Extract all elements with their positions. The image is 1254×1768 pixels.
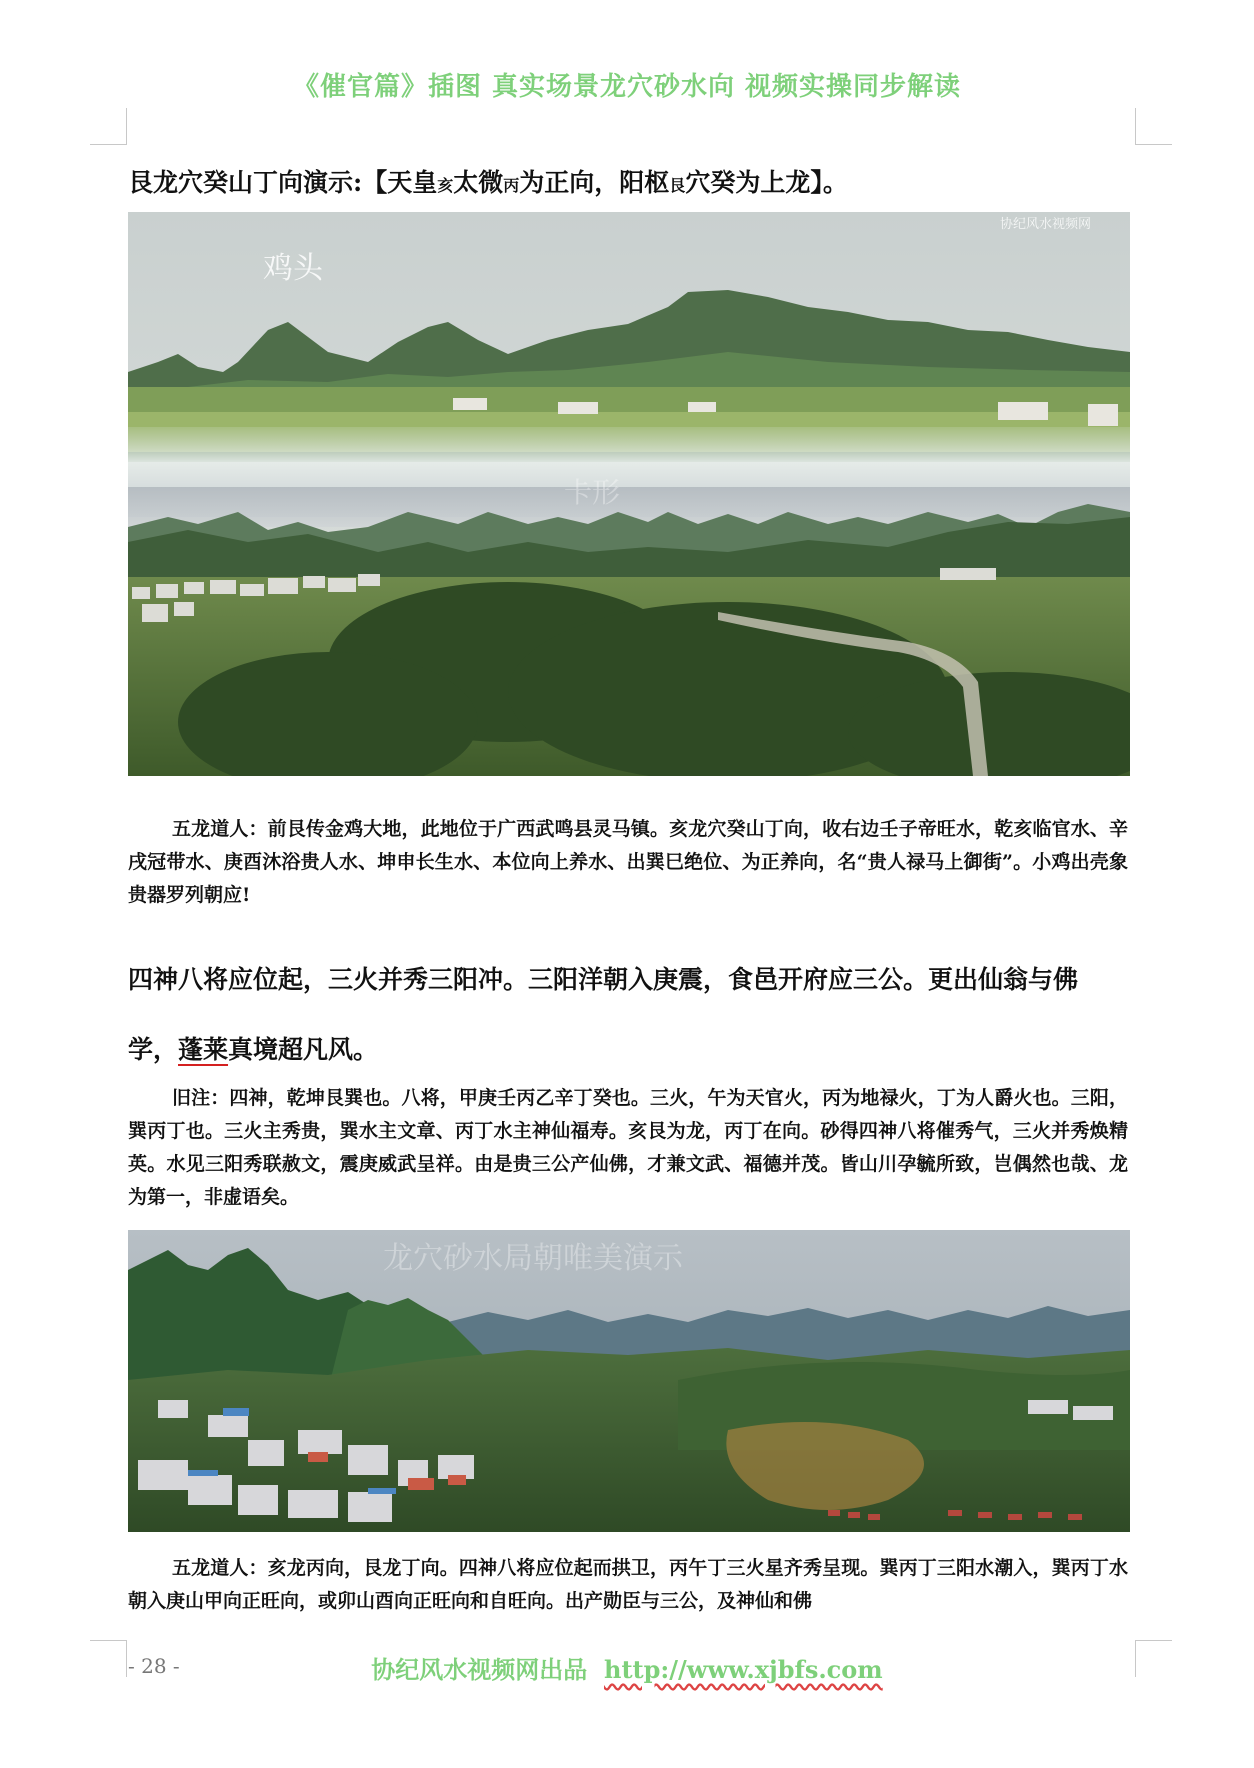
heading-text-part: 太微 [453, 168, 504, 197]
verse-line-2-end: 真境超凡风。 [228, 1035, 379, 1064]
landscape-photo-2 [128, 1230, 1130, 1532]
crop-mark-top-left [90, 108, 127, 145]
heading-small-char: 丙 [503, 176, 520, 195]
photo1-watermark: 协纪风水视频网 [1000, 217, 1092, 232]
footer-publisher [0, 1650, 1254, 1685]
page-header-title: 《催官篇》插图 真实场景龙穴砂水向 视频实操同步解读 [292, 72, 962, 102]
verse-text [128, 945, 1128, 1085]
paragraph-commentary-1: 五龙道人：前艮传金鸡大地，此地位于广西武鸣县灵马镇。亥龙穴癸山丁向，收右边壬子帝旺水，乾亥临官水、辛戌冠带水、庚酉沐浴贵人水、坤申长生水、本位向上养水、出巽巳绝位、为正养向，名“贵人禄马上御街”。小鸡出壳象贵器罗列朝应! [128, 818, 1128, 906]
paragraph-commentary-2: 五龙道人：亥龙丙向，艮龙丁向。四神八将应位起而拱卫，丙午丁三火星齐秀呈现。巽丙丁三阳水潮入，巽丙丁水朝入庚山甲向正旺向，或卯山酉向正旺向和自旺向。出产勋臣与三公，及神仙和佛 [128, 1557, 1128, 1612]
photo1-label-faded: 卡形 [564, 476, 621, 509]
photo1-label-jitou: 鸡头 [263, 251, 323, 286]
landscape-photo-1-image [128, 212, 1130, 776]
verse-line-2-start: 学， [128, 1035, 179, 1064]
heading-small-char: 艮 [669, 176, 686, 195]
verse-line-1: 四神八将应位起，三火并秀三阳冲。三阳洋朝入庚震，食邑开府应三公。更出仙翁与佛 [128, 965, 1079, 994]
landscape-photo-2-image [128, 1230, 1130, 1532]
crop-mark-top-right [1135, 108, 1172, 145]
footer-publisher-name: 协纪风水视频网出品 [371, 1655, 588, 1684]
heading-text-part: 穴癸为上龙】。 [685, 168, 848, 197]
heading-text-part: 为正向，阳枢 [519, 168, 670, 197]
heading-text-part: 艮龙穴癸山丁向演示:【天皇 [128, 168, 438, 197]
verse-underlined-word: 蓬莱 [178, 1035, 229, 1064]
heading-small-char: 亥 [437, 176, 454, 195]
footer-url-link[interactable]: http://www.xjbfs.com [604, 1655, 883, 1684]
verse-line-2 [128, 1015, 1128, 1085]
photo2-caption: 龙穴砂水局朝唯美演示 [383, 1241, 683, 1276]
paragraph-old-notes: 旧注：四神，乾坤艮巽也。八将，甲庚壬丙乙辛丁癸也。三火，午为天官火，丙为地禄火，丁为人爵火也。三阳，巽丙丁也。三火主秀贵，巽水主文章、丙丁水主神仙福寿。亥艮为龙，丙丁在向。砂得四神八将催秀气，三火并秀焕精英。水见三阳秀联赦文，震庚威武呈祥。由是贵三公产仙佛，才兼文武、福德并茂。皆山川孕毓所致，岂偶然也哉、龙为第一，非虚语矣。 [128, 1087, 1128, 1208]
page-number: - 28 - [128, 1654, 180, 1678]
landscape-photo-1 [128, 212, 1130, 776]
section-heading [128, 163, 1128, 199]
